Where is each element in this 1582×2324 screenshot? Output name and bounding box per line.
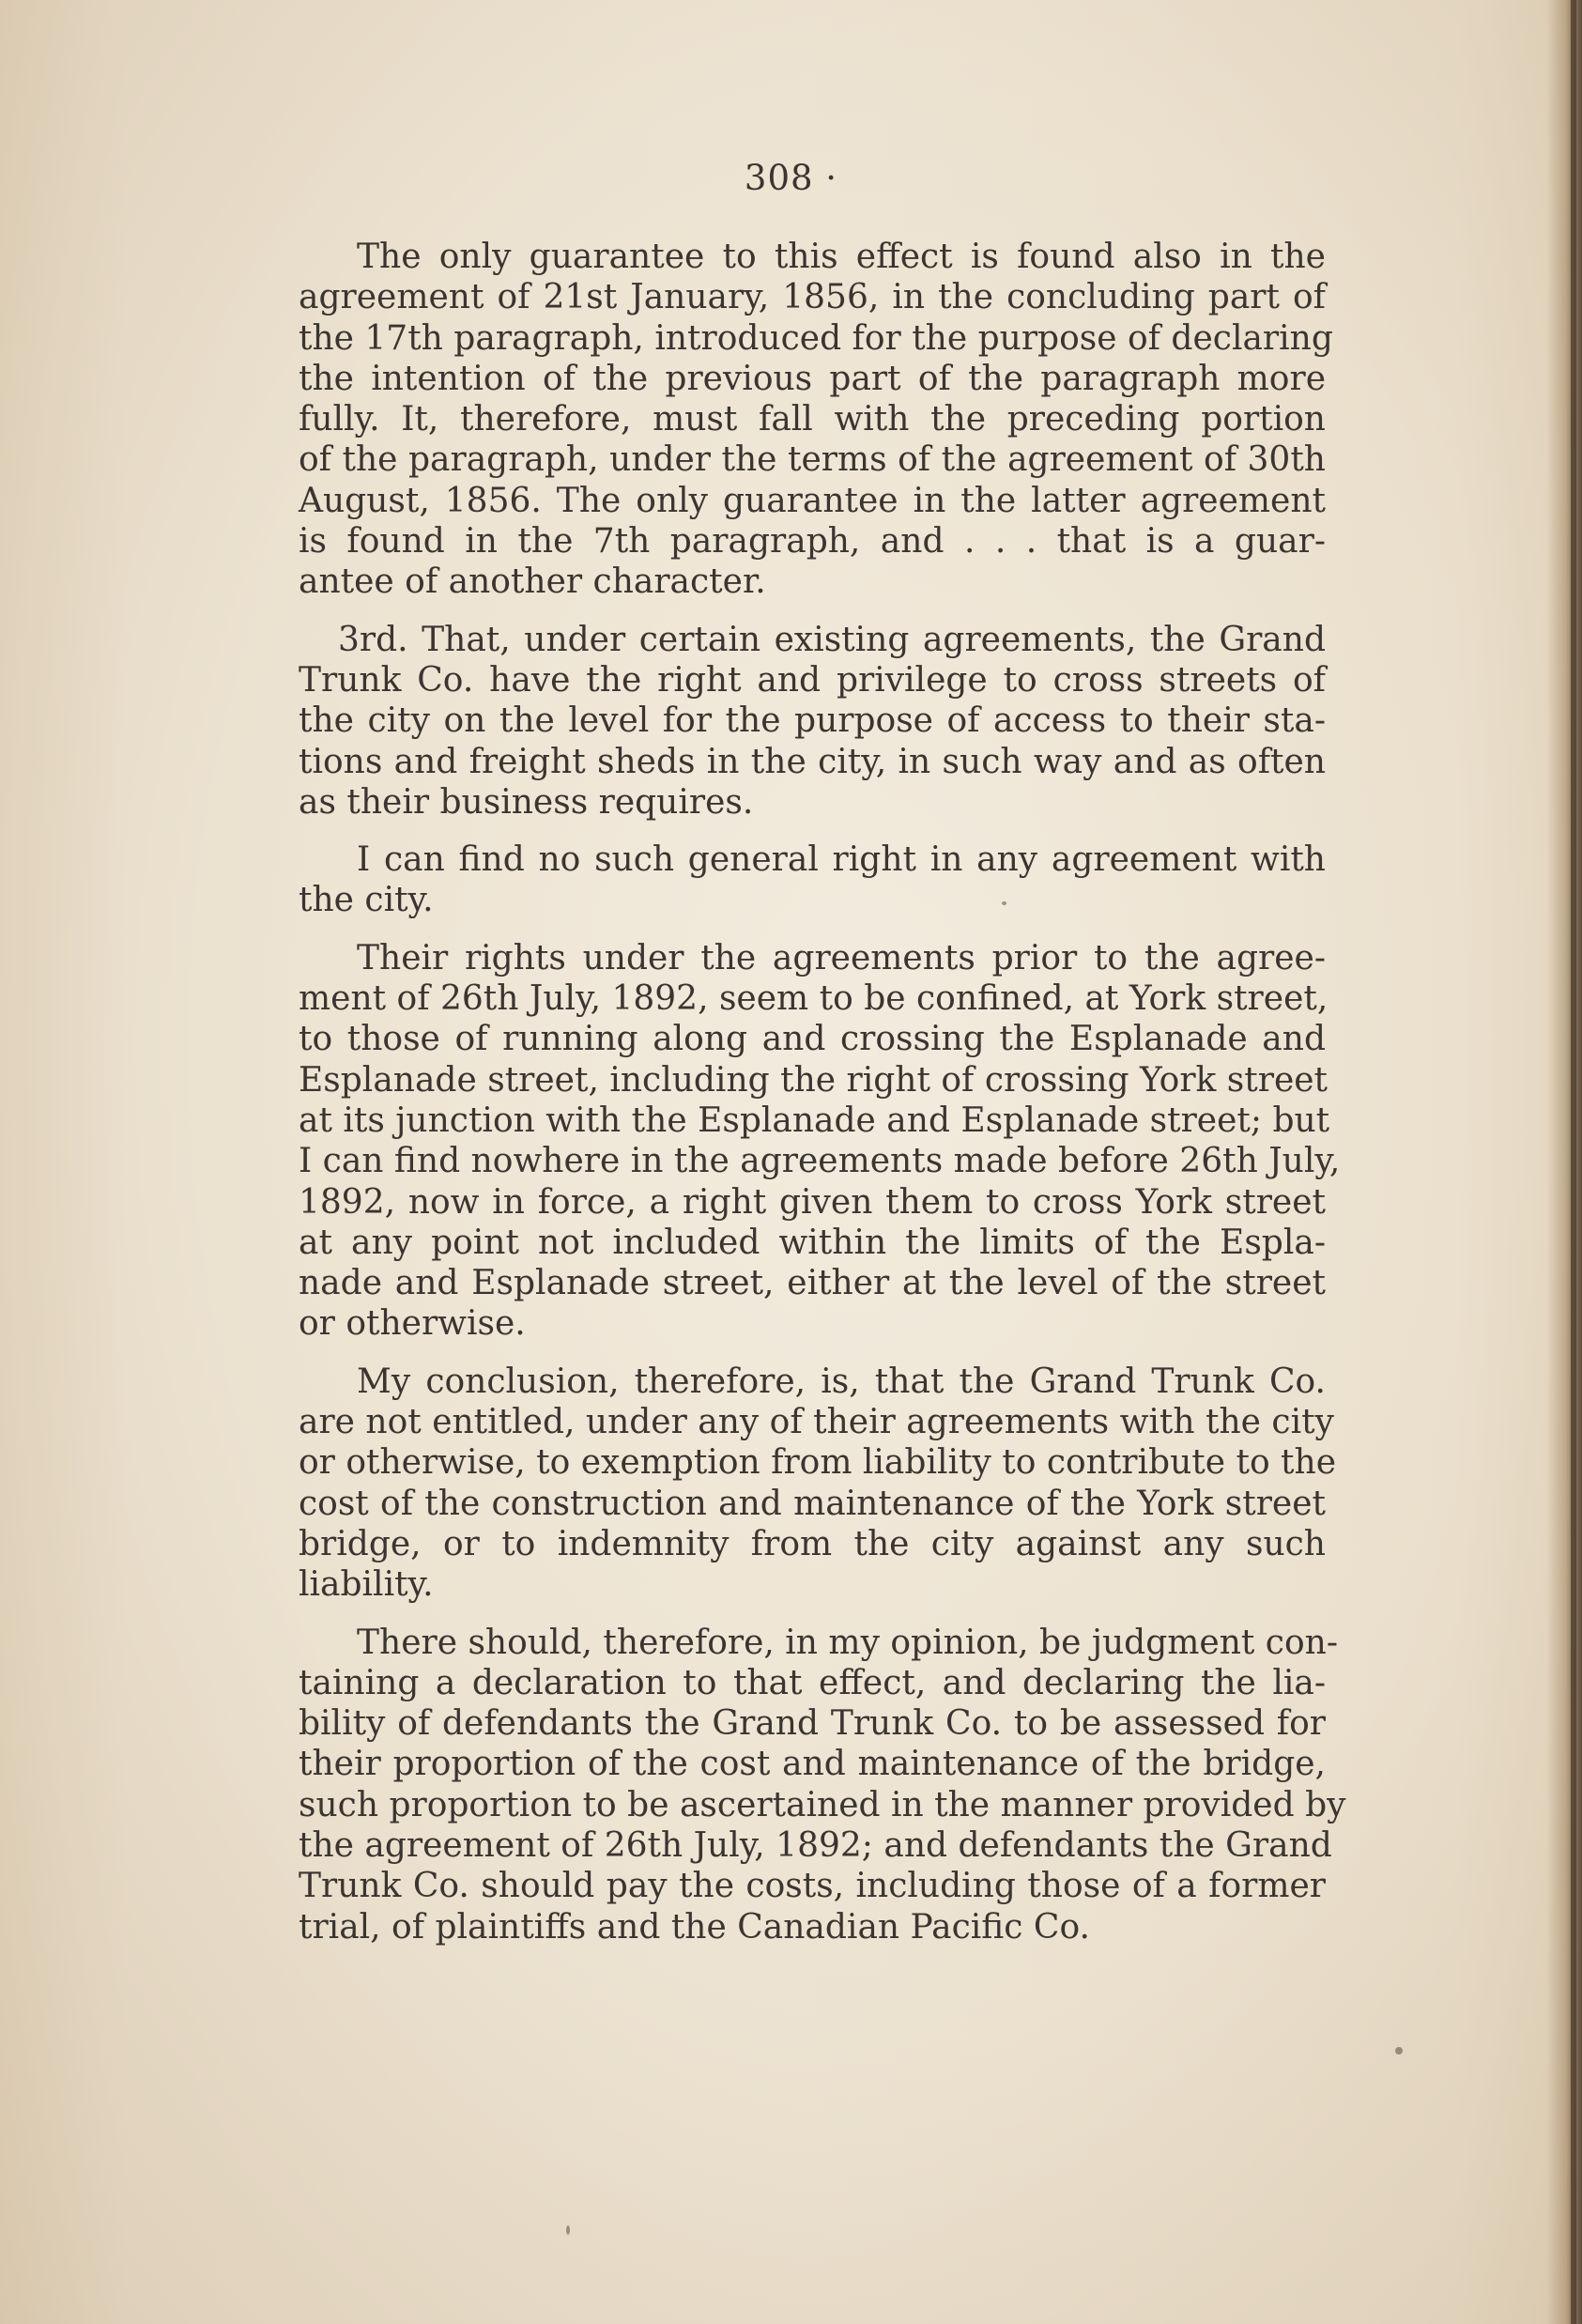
- text-line: is found in the 7th paragraph, and . . . that is a guar-: [299, 522, 1326, 562]
- text-line: fully. It, therefore, must fall with the preceding portion: [299, 400, 1326, 439]
- text-line: Their rights under the agreements prior to the agree-: [357, 938, 1326, 977]
- page-edge-binding: [1571, 0, 1576, 2324]
- page-edge-shadow: [1546, 0, 1582, 2324]
- text-line: I can find nowhere in the agreements made before 26th July,: [299, 1142, 1341, 1181]
- text-line: at its junction with the Esplanade and Esplanade street; but: [299, 1100, 1330, 1140]
- text-line: taining a declaration to that effect, and declaring the lia-: [299, 1663, 1326, 1702]
- text-line: trial, of plaintiffs and the Canadian Pacific Co.: [299, 1907, 1090, 1947]
- paper-speck: [566, 2225, 570, 2235]
- text-line: 1892, now in force, a right given them to cross York street: [299, 1182, 1326, 1222]
- text-line: Esplanade street, including the right of crossing York street: [299, 1060, 1329, 1100]
- text-line: or otherwise.: [299, 1304, 526, 1344]
- text-line: nade and Esplanade street, either at the level of the street: [299, 1264, 1326, 1303]
- text-line: bridge, or to indemnity from the city against any such: [299, 1524, 1326, 1563]
- paragraph-guarantee: [299, 237, 1333, 603]
- text-line: are not entitled, under any of their agreements with the city: [299, 1403, 1334, 1442]
- text-line: of the paragraph, under the terms of the agreement of 30th: [299, 440, 1326, 480]
- text-line: the intention of the previous part of the paragraph more: [299, 359, 1326, 398]
- text-line: such proportion to be ascertained in the manner provided by: [299, 1785, 1346, 1824]
- text-line: There should, therefore, in my opinion, be judgment con-: [357, 1623, 1338, 1662]
- text-line: August, 1856. The only guarantee in the latter agreement: [299, 481, 1326, 520]
- paragraph-their-rights: [299, 938, 1341, 1345]
- text-line: liability.: [299, 1565, 434, 1605]
- text-line: Trunk Co. have the right and privilege to cross streets of: [299, 660, 1326, 700]
- text-line: at any point not included within the limits of the Espla-: [299, 1223, 1326, 1262]
- body-text: [299, 237, 1346, 1964]
- text-line: I can find no such general right in any agreement with: [357, 840, 1326, 880]
- text-line: to those of running along and crossing the Esplanade and: [299, 1020, 1326, 1059]
- text-line: the city on the level for the purpose of access to their sta-: [299, 701, 1326, 741]
- text-line: tions and freight sheds in the city, in such way and as often: [299, 742, 1326, 781]
- text-line: bility of defendants the Grand Trunk Co. to be assessed for: [299, 1704, 1326, 1744]
- text-line: 3rd. That, under certain existing agreements, the Grand: [338, 620, 1326, 659]
- text-line: the 17th paragraph, introduced for the purpose of declaring: [299, 318, 1333, 358]
- paragraph-conclusion: [299, 1362, 1337, 1606]
- text-line: the agreement of 26th July, 1892; and defendants the Grand: [299, 1825, 1332, 1865]
- page-number: 308 ·: [744, 158, 838, 198]
- paragraph-no-general-right: [299, 839, 1326, 921]
- text-line: The only guarantee to this effect is found also in the: [357, 238, 1326, 276]
- text-line: Trunk Co. should pay the costs, including those of a former: [299, 1867, 1326, 1906]
- text-line: or otherwise, to exemption from liability to contribute to the: [299, 1443, 1337, 1483]
- paragraph-judgment: [299, 1623, 1346, 1947]
- text-line: their proportion of the cost and maintenance of the bridge,: [299, 1745, 1326, 1784]
- text-line: agreement of 21st January, 1856, in the concluding part of: [299, 278, 1326, 317]
- text-line: ment of 26th July, 1892, seem to be confined, at York street,: [299, 979, 1329, 1019]
- text-line: cost of the construction and maintenance of the York street: [299, 1484, 1326, 1523]
- text-line: My conclusion, therefore, is, that the Grand Trunk Co.: [357, 1362, 1326, 1401]
- text-line: the city.: [299, 881, 434, 920]
- text-line: antee of another character.: [299, 562, 766, 602]
- text-line: as their business requires.: [299, 782, 754, 822]
- paper-speck: [1395, 2047, 1403, 2055]
- paragraph-third-point: [299, 620, 1326, 823]
